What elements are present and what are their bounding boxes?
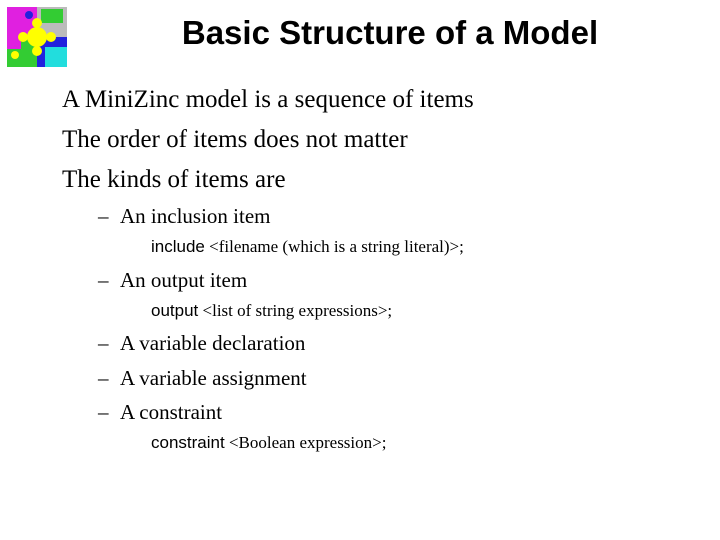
sub-bullet-label: A variable assignment [120,366,307,390]
sub-bullet-label: A constraint [120,400,223,424]
syntax-output [151,300,392,322]
sub-bullet-label: An output item [120,268,248,292]
keyword-constraint: constraint [151,433,225,452]
syntax-text: <filename (which is a string literal)>; [204,237,464,256]
sub-bullet-label: A variable declaration [120,331,306,355]
syntax-constraint [151,432,386,454]
puzzle-logo-icon [7,7,67,67]
sub-bullet-inclusion [98,203,271,229]
sub-bullet-variable-assignment [98,365,307,391]
bullet-sequence: A MiniZinc model is a sequence of items [62,86,474,113]
sub-bullet-label: An inclusion item [120,204,271,228]
dash-marker: – [98,366,109,390]
syntax-text: <Boolean expression>; [224,433,387,452]
sub-bullet-constraint [98,399,222,425]
bullet-kinds: The kinds of items are [62,166,286,193]
dash-marker: – [98,400,109,424]
dash-marker: – [98,331,109,355]
syntax-include [151,236,464,258]
page-title: Basic Structure of a Model [181,14,599,51]
syntax-text: <list of string expressions>; [198,301,393,320]
keyword-include: include [151,237,205,256]
bullet-order: The order of items does not matter [62,126,408,153]
keyword-output: output [151,301,199,320]
dash-marker: – [98,268,109,292]
dash-marker: – [98,204,109,228]
sub-bullet-output [98,267,247,293]
sub-bullet-variable-declaration [98,330,305,356]
